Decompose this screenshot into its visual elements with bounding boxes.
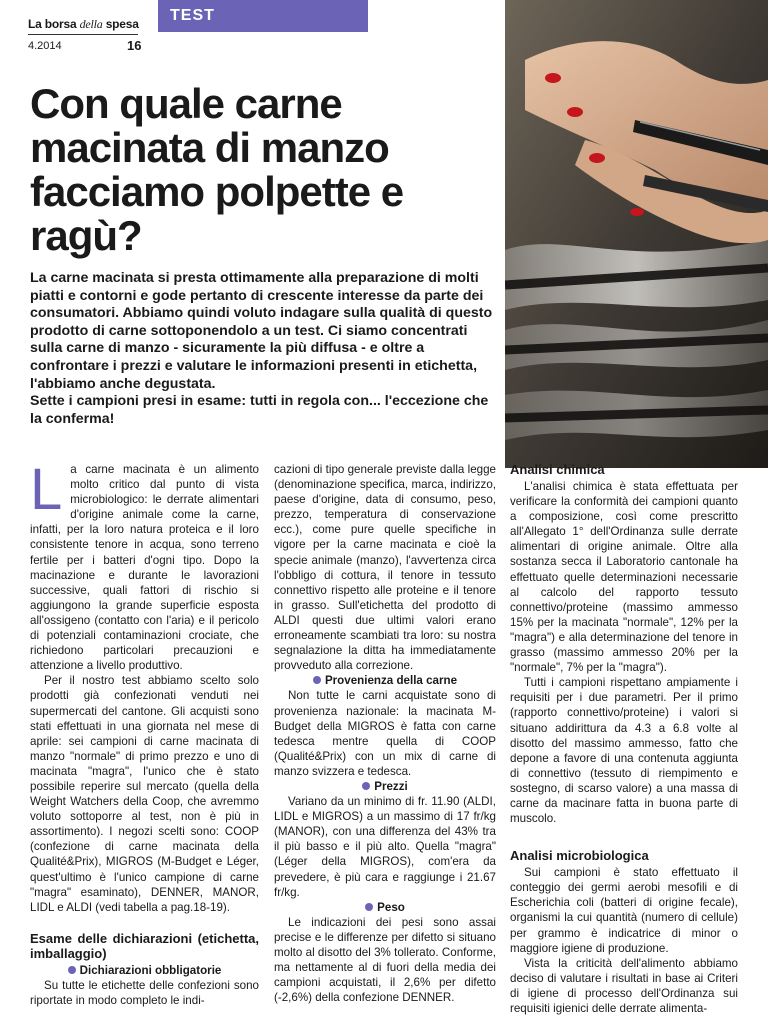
text-column-2	[274, 462, 496, 1005]
header-rule	[28, 34, 138, 35]
section-tab	[158, 0, 368, 32]
subheading: Provenienza della carne	[274, 673, 496, 688]
bullet-icon	[362, 782, 370, 790]
section-heading: Analisi microbiologica	[510, 848, 649, 864]
section-heading: Analisi chimica	[510, 462, 605, 477]
text-column-3	[510, 462, 738, 1016]
article-photo	[505, 0, 768, 468]
bullet-icon	[313, 676, 321, 684]
bullet-icon	[68, 966, 76, 974]
page-number: 16	[127, 38, 142, 53]
body-paragraph: Su tutte le etichette delle confezioni sono riportate in modo completo le indi-	[30, 978, 259, 1007]
body-paragraph: Per il nostro test abbiamo scelto solo prodotti già confezionati venduti nei supermercati del cantone. Gli acquisti sono stati effettuati in una giornata nel mese di aprile: sei campioni di carne macinata di manzo "normale" di primo prezzo e uno di macinata "magra", l'unico che è stato possibile reperire sul mercato (quella della Weight Watchers della Coop, che avremmo voluto sottoporre al test, non è più in assortimento). I negozi scelti sono: COOP (confezione di carne macinata della Qualité&Prix), MIGROS (M-Budget e Léger, quest'ultimo è l'unico campione di carne "magra" esaminato), DENNER, MANOR, LIDL e ALDI (vedi tabella a pag.18-19).	[30, 674, 259, 914]
body-paragraph: Le indicazioni dei pesi sono assai precise e le differenze per difetto si situano molto al disotto del 3% tollerato. Conforme, ma nettamente al di fuori della media dei campioni acquistati, il 2,6% per difetto (-2,6%) della confezione DENNER.	[274, 915, 496, 1005]
intro-paragraph: La carne macinata si presta ottimamente alla preparazione di molti piatti e contorni e gode pertanto di crescente interesse da parte dei consumatori. Abbiamo quindi voluto indagare sulla qualità di questo prodotto di carne sottoponendolo a un test. Ci siamo concentrati sulla carne di manzo - sicuramente la più diffusa - e oltre a confrontare i prezzi e valutare le informazioni presenti in etichetta, l'abbiamo anche degustata.	[30, 270, 493, 392]
body-paragraph: Variano da un minimo di fr. 11.90 (ALDI, LIDL e MIGROS) a un massimo di 17 fr/kg (MANOR), con una differenza del 43% tra il più basso e il più alto. Quella "magra" (Léger della MIGROS), com'era da prevedere, è più cara e raggiunge i 21.67 fr/kg.	[274, 795, 496, 899]
body-paragraph: cazioni di tipo generale previste dalla legge (denominazione specifica, marca, indirizzo, paese d'origine, data di consumo, peso, prezzo, temperatura di conservazione ecc.), come pure quelle specifiche in vigore per la carne macinata e cioè la specie animale (manzo), l'avvertenza circa l'obbligo di cottura, il tenore in tessuto connettivo rispetto alle proteine e il tenore in grasso. Sull'etichetta del prodotto di ALDI questi due ultimi valori erano erroneamente scambiati tra loro: su nostra segnalazione la ditta ha immediatamente provveduto alla correzione.	[274, 463, 496, 673]
subheading: Dichiarazioni obbligatorie	[30, 963, 259, 978]
body-paragraph: Sui campioni è stato effettuato il conteggio dei germi aerobi mesofili e di Escherichia coli (batteri di origine fecale), organismi la cui quantità (numero di cellule) per grammo è indicatrice di minor o maggiore igiene di produzione.	[510, 866, 738, 955]
body-paragraph: L'analisi chimica è stata effettuata per verificare la conformità dei campioni quanto a composizione, così come prescritto all'Allegato 1° dell'Ordinanza sulle derrate alimentari di origine animale. Oltre alla sostanza secca il Laboratorio cantonale ha effettuato quelle determinazioni necessarie al calcolo del rapporto tessuto connettivo/proteine (massimo ammesso 15% per la macinata "normale", 12% per la "magra") e alla determinazione del tenore in grasso (massimo ammesso 20% per la "normale", 7% per la "magra").	[510, 480, 738, 675]
body-paragraph: Vista la criticità dell'alimento abbiamo deciso di valutare i risultati in base ai Criteri di igiene di processo dell'Ordinanza sui requisiti igienici delle derrate alimenta-	[510, 956, 738, 1015]
subheading: Prezzi	[274, 779, 496, 794]
article-title: Con quale carne macinata di manzo facciamo polpette e ragù?	[30, 80, 404, 259]
section-tab-label: TEST	[170, 7, 215, 24]
body-paragraph: Tutti i campioni rispettano ampiamente i requisiti per i due parametri. Per il primo (rapporto connettivo/proteine) i valori si situano addirittura da 4.3 a 6.8 volte al disotto del massimo ammesso, fatto che depone a favore di una contenuta aggiunta di connettivo (tessuto di riempimento e sostegno, di scarso valore) a una massa di carne da macinare fatta in buona parte di muscolo.	[510, 676, 738, 826]
bullet-icon	[365, 903, 373, 911]
article-intro	[30, 270, 500, 428]
magazine-brand: La borsa della spesa	[28, 17, 139, 31]
drop-cap: L	[30, 457, 63, 522]
intro-paragraph: Sette i campioni presi in esame: tutti in regola con... l'eccezione che la conferma!	[30, 393, 489, 427]
body-paragraph: La carne macinata è un alimento molto critico dal punto di vista microbiologico: le derrate alimentari d'origine animale come la carne, infatti, per la loro natura proteica e il loro consistente tenore in acqua, sono terreno fertile per i batteri d'ogni tipo. Dopo la macinazione e durante le lavorazioni successive, quali fattori di rischio si aggiungono la grande superficie esposta all'ossigeno (contatto con l'aria) e il pericolo di potenziali contaminazioni crociate, che richiedono particolari precauzioni e attenzione a livello produttivo.	[30, 457, 259, 673]
body-paragraph: Non tutte le carni acquistate sono di provenienza nazionale: la macinata M-Budget della MIGROS è fatta con carne tedesca mentre quella di COOP (Qualité&Prix) con un mix di carne di manzo svizzera e tedesca.	[274, 689, 496, 778]
subheading: Peso	[274, 900, 496, 915]
section-heading: Esame delle dichiarazioni (etichetta, imballaggio)	[30, 930, 259, 961]
text-column-1	[30, 457, 259, 1008]
issue-number: 4.2014	[28, 40, 62, 52]
